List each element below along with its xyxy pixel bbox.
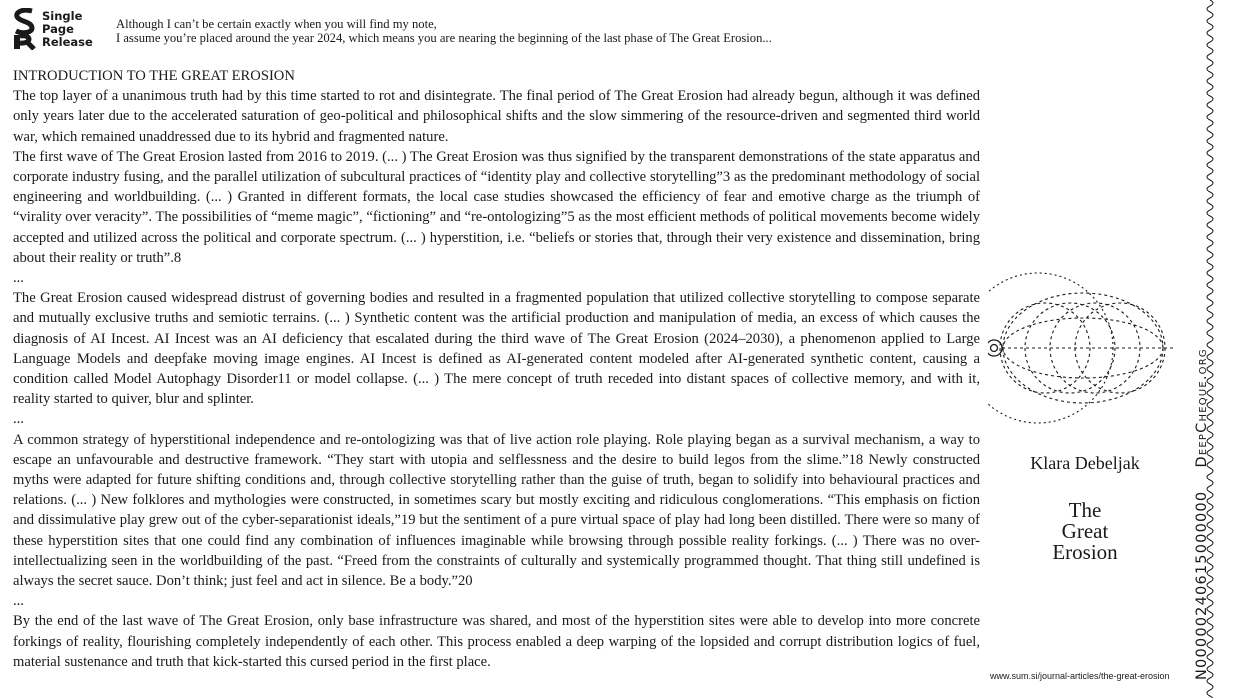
title-line: Great <box>1061 519 1109 543</box>
author-name: Klara Debeljak <box>1030 453 1140 473</box>
logo-wordmark <box>42 10 93 49</box>
spr-logo-icon <box>12 8 38 50</box>
paragraph: A common strategy of hyperstitional independence and re-ontologizing was that of live action role playing. Role playing began as a survival mechanism, a way to escape an unfavourable and destructive framework. “They start with utopia and selflessness and the desire to build legos from the slime.”18 Newly constructed myths were adapted for future shifting conditions and, through collective storytelling rather than the guise of truth, began to solidify into behavioural practices and relations. (... ) New folklores and mythologies were constructed, in sometimes scary but mostly exciting and ridiculous conglomerations. “This emphasis on fiction and dissimulative play grew out of the cyber-separationist ideals,”19 but the sentiment of a pure virtual space of play had long been distilled. There were so many of these hyperstition sites that one could find any combination of influences imaginable while browsing through possible reality forkings. (... ) There was no over-intellectualizing seen in the worldbuilding of the past. “Freed from the constraints of culturally and systemically programmed thought. That thing still undefined is always the secret sauce. Don’t think; just feel and act in silence. Be a body.”20 <box>13 431 980 590</box>
title-line: The <box>1068 498 1102 522</box>
paragraph: The Great Erosion caused widespread distrust of governing bodies and resulted in a fragmented population that utilized collective storytelling to compose separate and mutually exclusive truths and semiotic terrains. (... ) Synthetic content was the artificial production and manipulation of media, an excess of which causes the diagnosis of AI Incest. AI Incest was an AI deficiency that escalated during the third wave of The Great Erosion (2024–2030), a phenomenon applied to Large Language Models and deepfake moving image engines. AI Incest is defined as AI-generated content modeled after AI-generated synthetic content, causing a condition called Model Autophagy Disorder11 or model collapse. (... ) The mere concept of truth receded into distant spaces of collective memory, and with it, reality started to quiver, blur and splinter. <box>13 290 980 408</box>
ellipsis: ... <box>13 270 24 287</box>
article-heading: INTRODUCTION TO THE GREAT EROSION <box>13 68 295 84</box>
target-node-icon <box>988 340 1002 356</box>
article-url[interactable]: www.sum.si/journal-articles/the-great-erosion <box>990 671 1170 681</box>
note-line-2: I assume you’re placed around the year 2024, which means you are nearing the beginning of the last phase of The Great Erosion... <box>116 31 772 45</box>
perforated-edge <box>1180 0 1240 698</box>
logo-line: Page <box>42 22 74 36</box>
paragraph: By the end of the last wave of The Great Erosion, only base infrastructure was shared, and most of the hyperstition sites were able to develop into more concrete forkings of reality, flourishing completely independently of each other. This process enabled a deep warping of the lopsided and corrupt distribution logics of fuel, material sustenance and truth that kick-started this cursed period in the first place. <box>13 613 980 670</box>
sidebar-graphic <box>988 0 1178 698</box>
logo-line: Release <box>42 35 93 49</box>
ellipsis: ... <box>13 593 24 610</box>
logo-line: Single <box>42 9 83 23</box>
serial-number: N00000240615000000 <box>1194 490 1210 680</box>
paragraph: The top layer of a unanimous truth had by this time started to rot and disintegrate. The final period of The Great Erosion had already begun, although it was defined only years later due to the accelerated saturation of geo-political and philosophical shifts and the slow simmering of the resource-driven and segmented third world war, which remained unaddressed due to its hybrid and fragmented nature. <box>13 88 980 145</box>
ellipsis: ... <box>13 411 24 428</box>
intro-note <box>116 17 772 45</box>
work-title <box>1000 500 1170 563</box>
note-line-1: Although I can’t be certain exactly when you will find my note, <box>116 17 437 31</box>
site-name: DeepCheque.org <box>1194 348 1210 468</box>
article-body <box>13 66 980 672</box>
paragraph: The first wave of The Great Erosion lasted from 2016 to 2019. (... ) The Great Erosion was thus signified by the transparent demonstrations of the state apparatus and corporate industry fusing, and the parallel utilization of subcultural practices of “identity play and collective storytelling”3 as the predominant methodology of social engineering and worldbuilding. (... ) Granted in different formats, the local case studies showcased the efficiency of fear and emotive charge as the triumph of “virality over veracity”. The possibilities of “meme magic”, “fictioning” and “re-ontologizing”5 as the most efficient methods of political movements become widely accepted and utilized across the political and corporate spectrum. (... ) hyperstition, i.e. “beliefs or stories that, through their very existence and dissemination, bring about their reality or truth”.8 <box>13 148 980 266</box>
concentric-circles-diagram <box>988 273 1176 423</box>
edge-line <box>1207 0 1213 698</box>
single-page-release-logo <box>12 8 92 50</box>
title-line: Erosion <box>1052 540 1118 564</box>
